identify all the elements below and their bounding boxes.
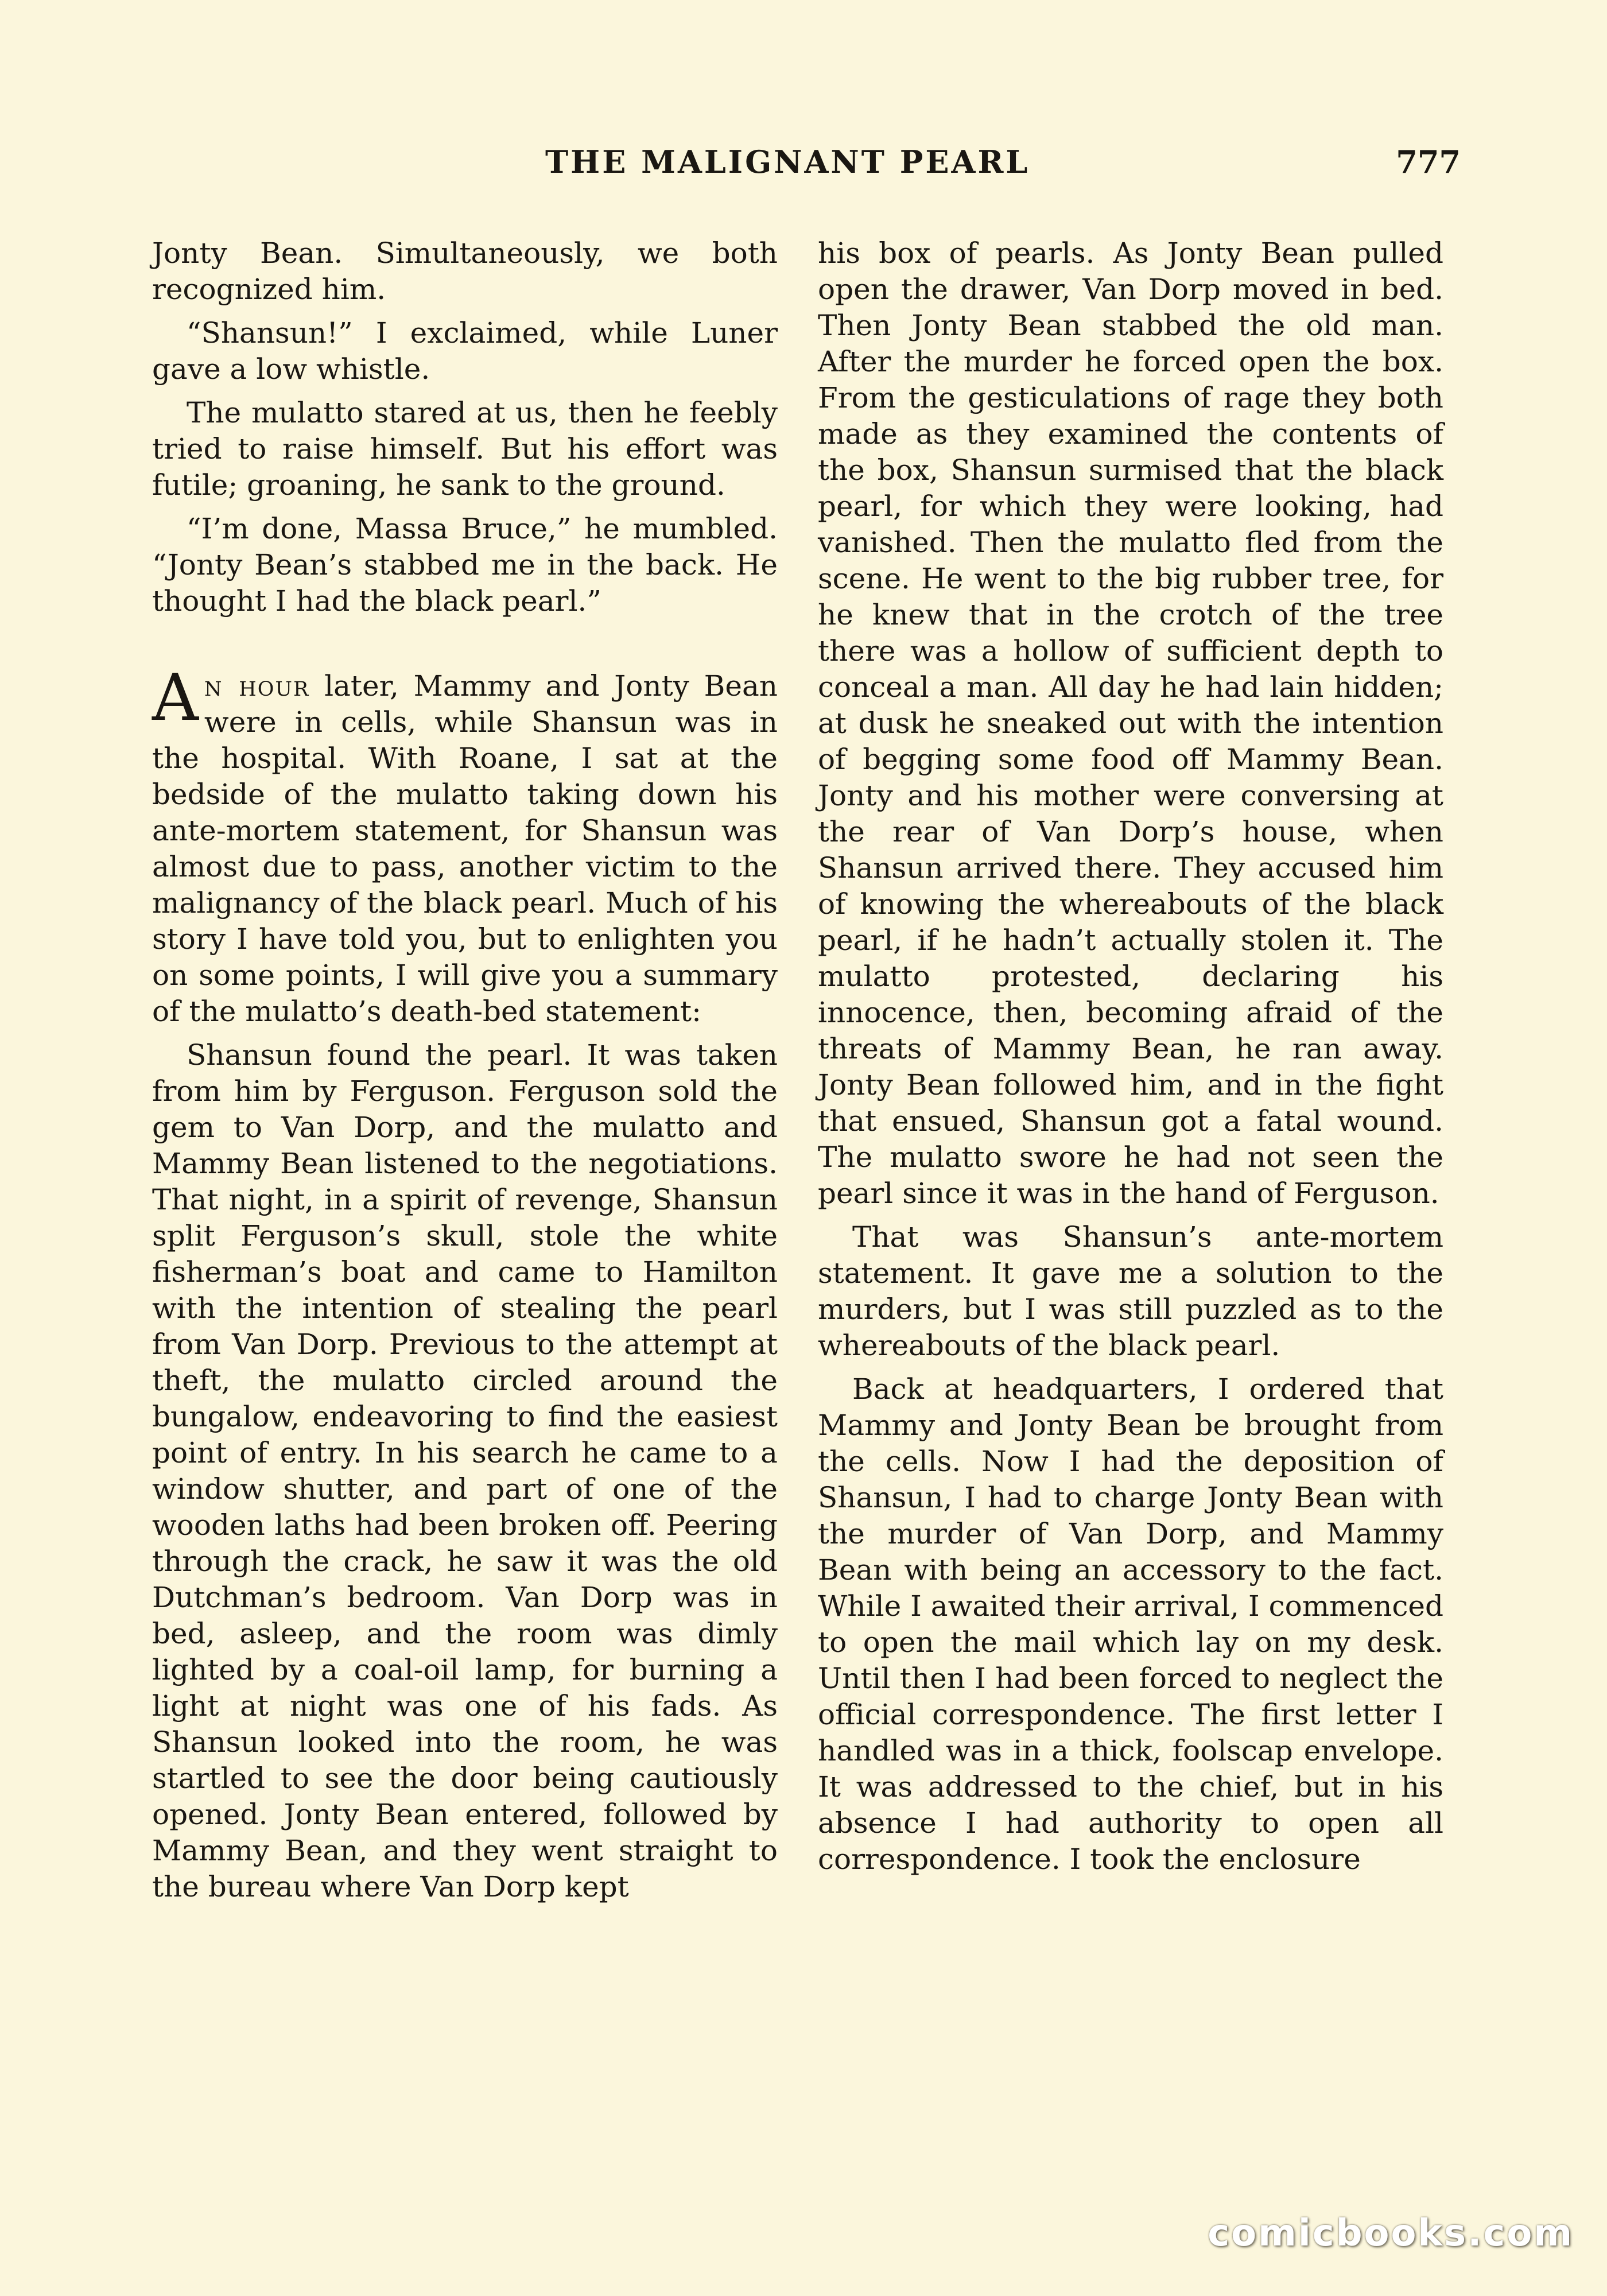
paragraph-text: later, Mammy and Jonty Bean were in cells, while Shansun was in the hospital. With Roane, I sat at the bedside of the mulatto taking down his ante-mortem statement, for Shansun was almost due to pass, another victim to the malignancy of the black pearl. Much of his story I have told you, but to enlighten you on some points, I will give you a summary of the mulatto’s death-bed statement: bbox=[152, 669, 778, 1028]
paragraph: That was Shansun’s ante-mortem statement. It gave me a solution to the murders, but I was still puzzled as to the whereabouts of the black pearl. bbox=[818, 1220, 1443, 1362]
paragraph: Back at headquarters, I ordered that Mammy and Jonty Bean be brought from the cells. Now I had the deposition of Shansun, I had to charge Jonty Bean with the murder of Van Dorp, and Mammy Bean with being an accessory to the fact. While I awaited their arrival, I commenced to open the mail which lay on my desk. Until then I had been forced to neglect the official correspondence. The first letter I handled was in a thick, foolscap envelope. It was addressed to the chief, but in his absence I had authority to open all correspondence. I took the enclosure bbox=[818, 1372, 1443, 1876]
paragraph: Jonty Bean. Simultaneously, we both recognized him. bbox=[152, 236, 778, 306]
paragraph: “I’m done, Massa Bruce,” he mumbled. “Jonty Bean’s stabbed me in the back. He thought I had the black pearl.” bbox=[152, 512, 778, 618]
page-number: 777 bbox=[1396, 144, 1461, 180]
watermark: comicbooks.com bbox=[1208, 2212, 1574, 2255]
left-column bbox=[152, 235, 778, 1913]
paragraph: his box of pearls. As Jonty Bean pulled open the drawer, Van Dorp moved in bed. Then Jonty Bean stabbed the old man. After the murder he forced open the box. From the gesticulations of rage they both made as they examined the contents of the box, Shansun surmised that the black pearl, for which they were looking, had vanished. Then the mulatto fled from the scene. He went to the big rubber tree, for he knew that in the crotch of the tree there was a hollow of sufficient depth to conceal a man. All day he had lain hidden; at dusk he sneaked out with the intention of begging some food off Mammy Bean. Jonty and his mother were conversing at the rear of Van Dorp’s house, when Shansun arrived there. They accused him of knowing the whereabouts of the black pearl, if he hadn’t actually stolen it. The mulatto protested, declaring his innocence, then, becoming afraid of the threats of Mammy Bean, he ran away. Jonty Bean followed him, and in the fight that ensued, Shansun got a fatal wound. The mulatto swore he had not seen the pearl since it was in the hand of Ferguson. bbox=[818, 236, 1443, 1210]
small-caps-lead: n hour bbox=[204, 669, 310, 703]
paragraph: The mulatto stared at us, then he feebly tried to raise himself. But his effort was futile; groaning, he sank to the ground. bbox=[152, 396, 778, 502]
page-header bbox=[155, 144, 1461, 189]
paragraph: Shansun found the pearl. It was taken from him by Ferguson. Ferguson sold the gem to Van Dorp, and the mulatto and Mammy Bean listened to the negotiations. That night, in a spirit of revenge, Shansun split Ferguson’s skull, stole the white fisherman’s boat and came to Hamilton with the intention of stealing the pearl from Van Dorp. Previous to the attempt at theft, the mulatto circled around the bungalow, endeavoring to find the easiest point of entry. In his search he came to a window shutter, and part of one of the wooden laths had been broken off. Peering through the crack, he saw it was the old Dutchman’s bedroom. Van Dorp was in bed, asleep, and the room was dimly lighted by a coal-oil lamp, for burning a light at night was one of his fads. As Shansun looked into the room, he was startled to see the door being cautiously opened. Jonty Bean entered, followed by Mammy Bean, and they went straight to the bureau where Van Dorp kept bbox=[152, 1038, 778, 1903]
section-opening-paragraph bbox=[152, 661, 778, 1030]
paragraph: “Shansun!” I exclaimed, while Luner gave a low whistle. bbox=[152, 316, 778, 386]
drop-cap: A bbox=[152, 661, 199, 735]
running-head: THE MALIGNANT PEARL bbox=[545, 144, 1030, 180]
right-column bbox=[818, 235, 1443, 1885]
